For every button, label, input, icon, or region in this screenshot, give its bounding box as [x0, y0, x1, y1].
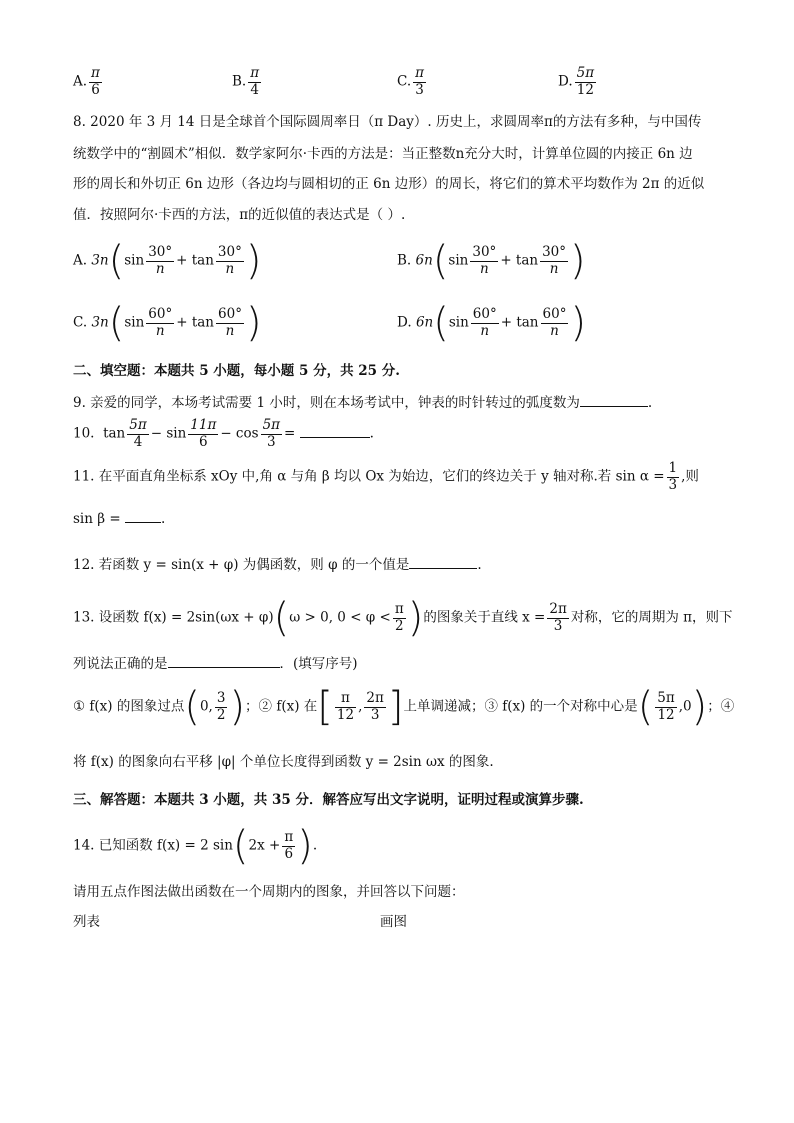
q8-line-4: 值．按照阿尔·卡西的方法，π的近似值的表达式是（ ）. [73, 207, 406, 223]
q8-line-1: 8. 2020 年 3 月 14 日是全球首个国际圆周率日（π Day）. 历史上，求圆周率π的方法有多种，与中国传 [73, 114, 702, 130]
q8-option-c: C. 3n(sin $\frac{60^\circ}{n}$ + tan $\frac{60^\circ}{n}$ ) [73, 300, 262, 346]
q13-line-3: ① f(x) 的图象过点(0, $\frac{3}{2}$ )；② f(x) 在[ $\frac{\pi}{12}$ , $\frac{2\pi}{3}$ ]上单调递减；③ f(x) 的一个对称中心是( $\frac{5\pi}{12}$ ,0)；④ [73, 684, 735, 730]
q14-text: 14. 已知函数 f(x) = 2 sin(2x + $\frac{\pi}{6}$ ). [73, 823, 318, 869]
q8-line-2: 统数学中的“割圆术”相似．数学家阿尔·卡西的方法是：当正整数n充分大时，计算单位圆的内接正 6n 边 [73, 146, 693, 162]
q7-option-b: B. $\frac{\pi}{4}$ [232, 65, 260, 98]
list-label: 列表 [73, 914, 100, 930]
section-2-title: 二、填空题：本题共 5 小题，每小题 5 分，共 25 分. [73, 363, 400, 379]
q11-line-1: 11. 在平面直角坐标系 xOy 中,角 α 与角 β 均以 Ox 为始边，它们的终边关于 y 轴对称.若 sin α = $\frac{1}{3}$ ,则 [73, 460, 699, 493]
section-3-title: 三、解答题：本题共 3 小题，共 35 分．解答应写出文字说明，证明过程或演算步骤. [73, 792, 584, 808]
q8-option-a: A. 3n(sin $\frac{30^\circ}{n}$ + tan $\frac{30^\circ}{n}$ ) [73, 238, 262, 284]
q13-line-1: 13. 设函数 f(x) = 2sin(ωx + φ)(ω > 0, 0 < φ < $\frac{\pi}{2}$ )的图象关于直线 x = $\frac{2\pi}{3}$ 对称，它的周期为 π，则下 [73, 595, 733, 641]
q7-option-c: C. $\frac{\pi}{3}$ [397, 65, 425, 98]
q7-option-a: A. $\frac{\pi}{6}$ [73, 65, 100, 98]
draw-label: 画图 [380, 914, 407, 930]
q14-instructions: 请用五点作图法做出函数在一个周期内的图象，并回答以下问题： [73, 884, 465, 900]
q10-expression: 10. tan $\frac{5\pi}{4}$ − sin $\frac{11\pi}{6}$ − cos $\frac{5\pi}{3}$ = . [73, 417, 374, 450]
q8-option-d: D. 6n(sin $\frac{60^\circ}{n}$ + tan $\frac{60^\circ}{n}$ ) [397, 300, 587, 346]
q8-line-3: 形的周长和外切正 6n 边形（各边均与圆相切的正 6n 边形）的周长，将它们的算术平均数作为 2π 的近似 [73, 176, 705, 192]
q9-text: 9. 亲爱的同学，本场考试需要 1 小时，则在本场考试中，钟表的时针转过的弧度数为 . [73, 395, 653, 411]
q8-option-b: B. 6n(sin $\frac{30^\circ}{n}$ + tan $\frac{30^\circ}{n}$ ) [397, 238, 586, 284]
q12-text: 12. 若函数 y = sin(x + φ) 为偶函数，则 φ 的一个值是 . [73, 557, 482, 573]
q11-line-2: sin β = . [73, 511, 166, 527]
q7-option-d: D. $\frac{5\pi}{12}$ [558, 65, 595, 98]
q13-line-4: 将 f(x) 的图象向右平移 |φ| 个单位长度得到函数 y = 2sin ωx 的图象. [73, 754, 494, 770]
q13-line-2: 列说法正确的是 ．(填写序号) [73, 656, 358, 672]
